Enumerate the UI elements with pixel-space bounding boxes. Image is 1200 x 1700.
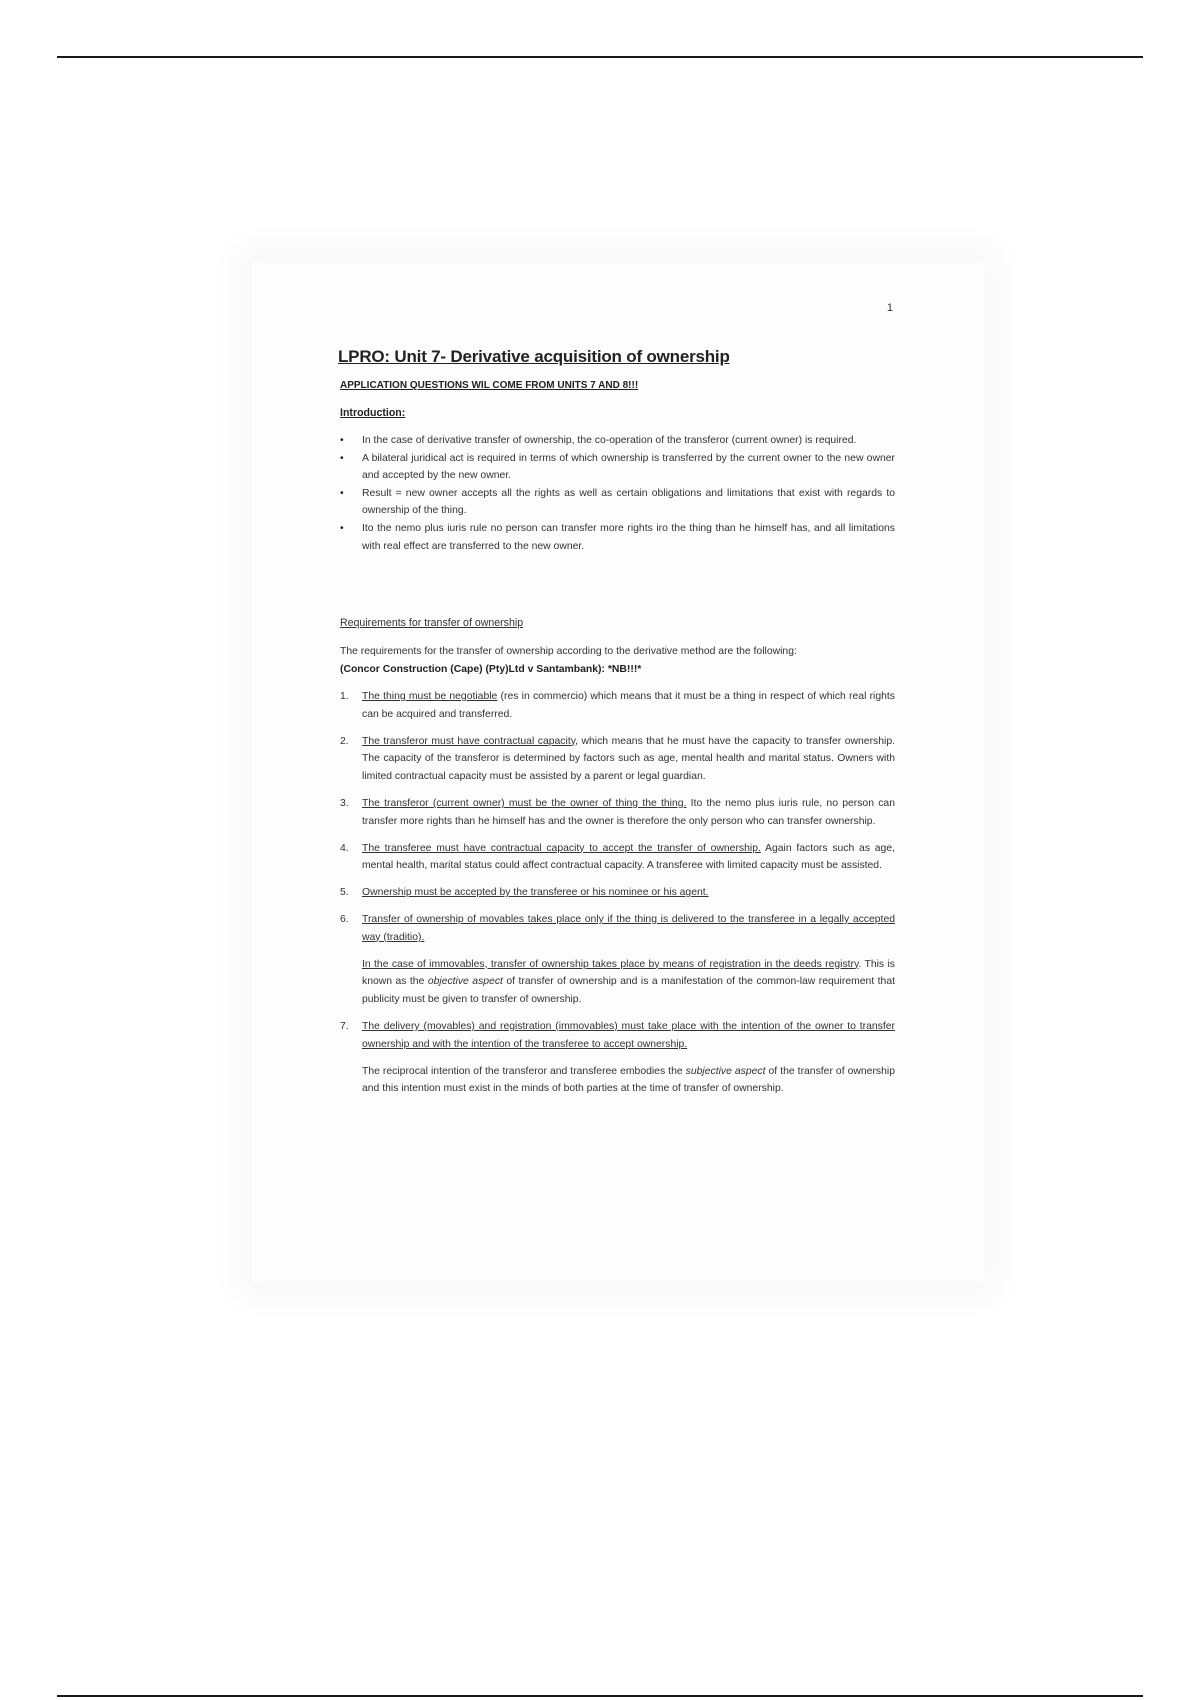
subparagraph-underlined: In the case of immovables, transfer of ownership takes place by means of registration in the deeds registry bbox=[362, 958, 859, 970]
requirements-list bbox=[340, 688, 895, 1107]
requirement-text: Ito the nemo plus iuris rule, no person can transfer more rights than he himself has and the owner is therefore the only person who can transfer ownership. bbox=[362, 797, 895, 827]
requirements-heading: Requirements for transfer of ownership bbox=[340, 617, 524, 629]
requirement-number: 5. bbox=[340, 887, 349, 899]
case-reference: (Concor Construction (Cape) (Pty)Ltd v Santambank): *NB!!!* bbox=[340, 663, 642, 675]
requirement-item bbox=[340, 795, 895, 831]
bullet-item: • Ito the nemo plus iuris rule no person can transfer more rights iro the thing than he himself has, and all limitations with real effect are transferred to the new owner. bbox=[340, 520, 895, 555]
requirement-number: 3. bbox=[340, 797, 349, 809]
bullet-item: • A bilateral juridical act is required in terms of which ownership is transferred by the current owner to the new owner and accepted by the new owner. bbox=[340, 450, 895, 485]
page-number: 1 bbox=[886, 302, 893, 314]
requirement-number: 2. bbox=[340, 735, 349, 747]
requirement-text: Again factors such as age, mental health, marital status could affect contractual capacity. A transferee with limited capacity must be assisted. bbox=[362, 842, 895, 872]
requirement-item bbox=[340, 884, 895, 902]
requirements-intro-text: The requirements for the transfer of ownership according to the derivative method are the following: bbox=[340, 646, 797, 657]
introduction-heading: Introduction: bbox=[340, 407, 406, 419]
requirement-underlined: The transferor (current owner) must be the owner of thing the thing. bbox=[362, 797, 687, 809]
requirement-underlined: The transferor must have contractual capacity bbox=[362, 735, 576, 747]
top-divider bbox=[57, 56, 1143, 58]
subparagraph-italic: objective aspect bbox=[427, 976, 503, 988]
requirement-number: 6. bbox=[340, 913, 349, 925]
document-page bbox=[252, 262, 984, 1282]
subparagraph-italic: subjective aspect bbox=[685, 1065, 766, 1077]
requirement-item bbox=[340, 733, 895, 786]
application-note: APPLICATION QUESTIONS WIL COME FROM UNITS 7 AND 8!!! bbox=[340, 380, 639, 391]
requirement-item bbox=[340, 840, 895, 876]
subparagraph-text: of the transfer of ownership and this intention must exist in the minds of both parties at the time of transfer of ownership. bbox=[362, 1065, 895, 1095]
subparagraph-text: The reciprocal intention of the transferor and transferee embodies the bbox=[362, 1065, 686, 1077]
requirement-number: 4. bbox=[340, 842, 349, 854]
subparagraph-text: . This is known as the bbox=[362, 958, 895, 988]
requirement-number: 1. bbox=[340, 691, 349, 702]
requirement-underlined: Transfer of ownership of movables takes place only if the thing is delivered to the transferee in a legally accepted way (traditio). bbox=[362, 913, 895, 943]
requirement-underlined: The delivery (movables) and registration (immovables) must take place with the intention of the owner to transfer ownership and with the intention of the transferee to accept ownership. bbox=[362, 1020, 895, 1050]
subparagraph-text: of transfer of ownership and is a manifestation of the common-law requirement that publicity must be given to transfer of ownership. bbox=[362, 976, 895, 1006]
introduction-bullet-list bbox=[340, 432, 895, 555]
requirement-number: 7. bbox=[340, 1020, 349, 1032]
document-title: LPRO: Unit 7- Derivative acquisition of ownership bbox=[338, 347, 730, 366]
requirement-text: (res in commercio) which means that it must be a thing in respect of which real rights can be acquired and transferred. bbox=[362, 691, 895, 720]
requirement-item bbox=[340, 1018, 895, 1098]
bottom-divider bbox=[57, 1695, 1143, 1697]
requirement-underlined: Ownership must be accepted by the transferee or his nominee or his agent. bbox=[362, 887, 709, 899]
bullet-item: • Result = new owner accepts all the rights as well as certain obligations and limitations that exist with regards to ownership of the thing. bbox=[340, 485, 895, 520]
requirement-text: , which means that he must have the capacity to transfer ownership. The capacity of the transferor is determined by factors such as age, mental health and marital status. Owners with limited contractual capacity must be assisted by a parent or legal guardian. bbox=[362, 735, 895, 783]
requirements-intro bbox=[340, 643, 895, 678]
requirement-underlined: The thing must be negotiable bbox=[362, 691, 498, 702]
requirement-subparagraph bbox=[362, 1063, 895, 1099]
requirement-item bbox=[340, 688, 895, 724]
requirement-subparagraph bbox=[362, 956, 895, 1009]
bullet-item: • In the case of derivative transfer of ownership, the co-operation of the transferor (current owner) is required. bbox=[340, 432, 895, 450]
requirement-item bbox=[340, 911, 895, 1009]
requirement-underlined: The transferee must have contractual capacity to accept the transfer of ownership. bbox=[362, 842, 761, 854]
